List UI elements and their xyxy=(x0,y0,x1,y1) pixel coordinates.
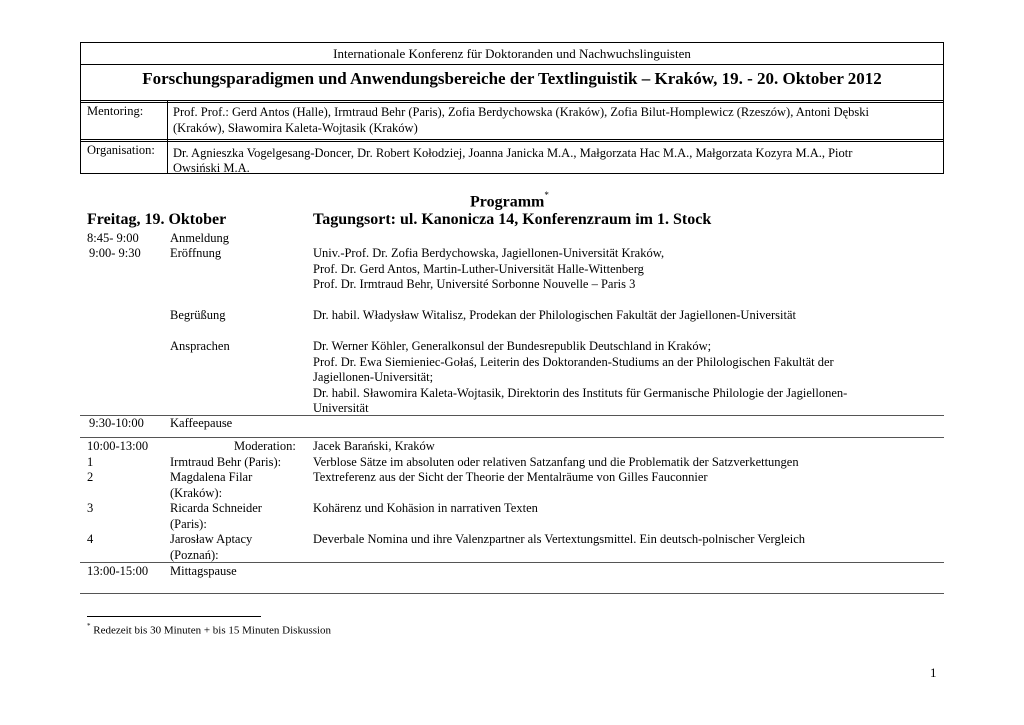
talk-speaker-city: (Paris): xyxy=(170,517,207,531)
eroeffnung-speaker: Univ.-Prof. Dr. Zofia Berdychowska, Jagiellonen-Universität Kraków, xyxy=(313,246,665,260)
column-divider xyxy=(167,101,168,173)
mentoring-list-line1: Prof. Prof.: Gerd Antos (Halle), Irmtraud Behr (Paris), Zofia Berdychowska (Kraków), Zofia Bilut-Homplewicz (Rzeszów), Antoni Dębski xyxy=(173,105,870,119)
mittag-time: 13:00-15:00 xyxy=(87,564,149,578)
conference-title: Forschungsparadigmen und Anwendungsbereiche der Textlinguistik – Kraków, 19. - 20. Oktober 2012 xyxy=(142,69,882,88)
ansprachen-label: Ansprachen xyxy=(170,339,230,353)
moderation-name: Jacek Barański, Kraków xyxy=(313,439,435,453)
page-number: 1 xyxy=(930,665,937,680)
mentoring-list-line2: (Kraków), Sławomira Kaleta-Wojtasik (Kraków) xyxy=(173,121,418,135)
eroeffnung-label: Eröffnung xyxy=(170,246,222,260)
organisation-label: Organisation: xyxy=(87,143,155,157)
footnote-mark: * xyxy=(87,622,91,630)
ansprachen-line: Dr. Werner Köhler, Generalkonsul der Bundesrepublik Deutschland in Kraków; xyxy=(313,339,712,353)
talk-title: Deverbale Nomina und ihre Valenzpartner als Vertextungsmittel. Ein deutsch-polnischer Vergleich xyxy=(313,532,805,546)
mentoring-label: Mentoring: xyxy=(87,104,144,118)
section-divider xyxy=(80,437,944,438)
footnote-marker: * xyxy=(544,190,549,200)
kaffee-label: Kaffeepause xyxy=(170,416,233,430)
conference-header-box xyxy=(80,42,944,174)
day-heading: Freitag, 19. Oktober xyxy=(87,211,227,228)
anmeldung-label: Anmeldung xyxy=(170,231,230,245)
divider xyxy=(81,141,943,142)
kaffee-time: 9:30-10:00 xyxy=(89,416,144,430)
talk-speaker: Magdalena Filar xyxy=(170,470,253,484)
talk-number: 1 xyxy=(87,455,94,469)
talk-speaker-city: (Poznań): xyxy=(170,548,219,562)
ansprachen-line: Jagiellonen-Universität; xyxy=(313,370,434,384)
section-divider xyxy=(80,593,944,594)
conference-subtitle: Internationale Konferenz für Doktoranden und Nachwuchslinguisten xyxy=(333,46,691,61)
divider xyxy=(81,139,943,140)
talk-title: Kohärenz und Kohäsion in narrativen Texten xyxy=(313,501,538,515)
ansprachen-line: Prof. Dr. Ewa Siemieniec-Gołaś, Leiterin des Doktoranden-Studiums an der Philologischen Fakultät der xyxy=(313,355,834,369)
talk-speaker: Jarosław Aptacy xyxy=(170,532,253,546)
talk-speaker-city: (Kraków): xyxy=(170,486,223,500)
divider xyxy=(81,100,943,101)
ansprachen-line: Dr. habil. Sławomira Kaleta-Wojtasik, Direktorin des Instituts für Germanische Philologie der Jagiellonen- xyxy=(313,386,848,400)
eroeffnung-time: 9:00- 9:30 xyxy=(89,246,141,260)
eroeffnung-speaker: Prof. Dr. Gerd Antos, Martin-Luther-Universität Halle-Wittenberg xyxy=(313,262,644,276)
talk-speaker: Irmtraud Behr (Paris): xyxy=(170,455,282,469)
talk-title: Textreferenz aus der Sicht der Theorie der Mentalräume von Gilles Fauconnier xyxy=(313,470,708,484)
eroeffnung-speaker: Prof. Dr. Irmtraud Behr, Université Sorbonne Nouvelle – Paris 3 xyxy=(313,277,636,291)
organisation-list-line2: Owsiński M.A. xyxy=(173,161,250,175)
talk-number: 3 xyxy=(87,501,94,515)
divider xyxy=(81,102,943,103)
organisation-list-line1: Dr. Agnieszka Vogelgesang-Doncer, Dr. Robert Kołodziej, Joanna Janicka M.A., Małgorzata Hac M.A., Małgorzata Kozyra M.A., Piotr xyxy=(173,146,853,160)
program-title xyxy=(470,192,549,211)
session-time: 10:00-13:00 xyxy=(87,439,149,453)
anmeldung-time: 8:45- 9:00 xyxy=(87,231,139,245)
talk-speaker: Ricarda Schneider xyxy=(170,501,262,515)
footnote-separator xyxy=(87,616,261,617)
program-title-text: Programm xyxy=(470,193,545,211)
mittag-label: Mittagspause xyxy=(170,564,237,578)
footnote xyxy=(87,623,331,637)
ansprachen-line: Universität xyxy=(313,401,369,415)
begruessung-speaker: Dr. habil. Władysław Witalisz, Prodekan der Philologischen Fakultät der Jagiellonen-Universität xyxy=(313,308,796,322)
venue-heading: Tagungsort: ul. Kanonicza 14, Konferenzraum im 1. Stock xyxy=(313,211,712,228)
talk-number: 4 xyxy=(87,532,94,546)
divider xyxy=(81,64,943,65)
moderation-label: Moderation: xyxy=(234,439,296,453)
footnote-text: Redezeit bis 30 Minuten + bis 15 Minuten Diskussion xyxy=(93,624,332,637)
talk-title: Verblose Sätze im absoluten oder relativen Satzanfang und die Problematik der Satzverkettungen xyxy=(313,455,799,469)
begruessung-label: Begrüßung xyxy=(170,308,226,322)
section-divider xyxy=(80,562,944,563)
talk-number: 2 xyxy=(87,470,94,484)
